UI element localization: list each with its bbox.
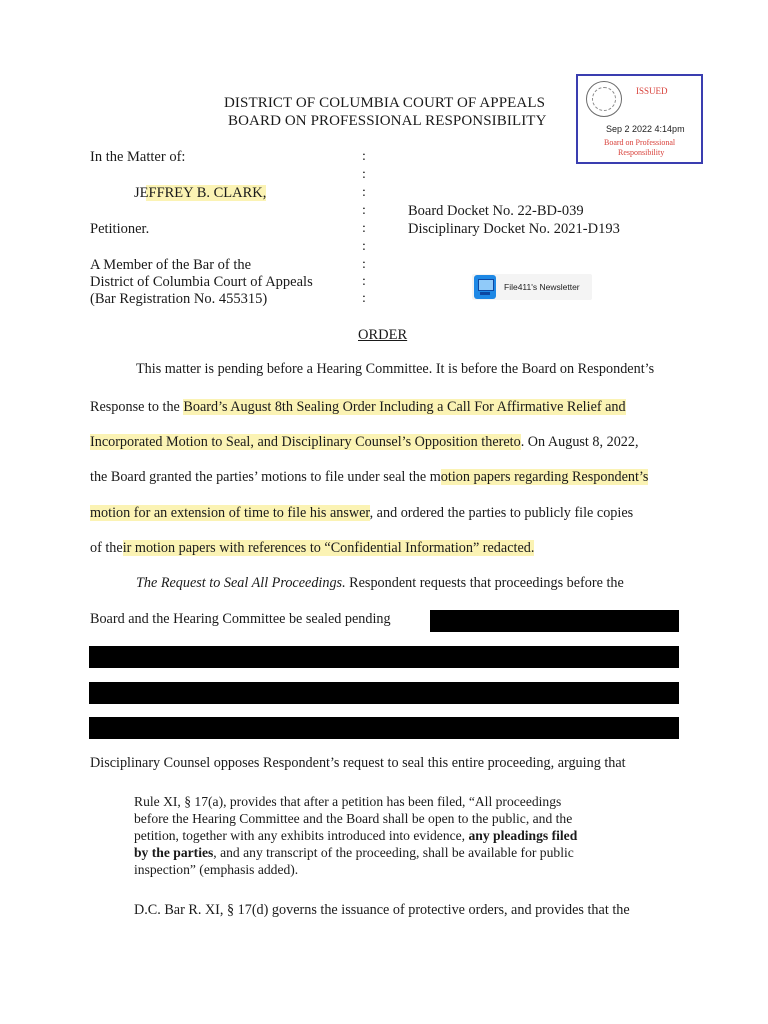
caption-colon: :: [362, 257, 366, 272]
respondent-name: [134, 185, 266, 202]
monitor-icon: [474, 275, 496, 299]
newsletter-link[interactable]: [472, 274, 592, 300]
body-line: [134, 902, 724, 919]
quote-line: [134, 811, 572, 827]
disciplinary-docket: Disciplinary Docket No. 2021-D193: [408, 221, 620, 237]
body-text: . On August 8, 2022,: [520, 434, 639, 450]
quote-line: [134, 862, 298, 878]
body-text: of the: [90, 540, 123, 556]
body-line: [90, 434, 680, 451]
redaction-bar: [89, 646, 679, 668]
body-text: , and ordered the parties to publicly file copies: [369, 505, 634, 521]
body-line: [136, 361, 726, 378]
body-text: Board and the Hearing Committee be sealed pending: [90, 611, 391, 627]
body-text: the Board granted the parties’ motions to file under seal the m: [90, 469, 441, 485]
body-line: [136, 575, 726, 592]
stamp-issuer-line1: Board on Professional: [604, 138, 676, 147]
body-line: [90, 469, 680, 486]
emphasized-text: by the parties: [134, 845, 214, 860]
member-line-1: A Member of the Bar of the: [90, 257, 252, 273]
highlighted-text: Incorporated Motion to Seal, and Disciplinary Counsel’s Opposition thereto: [90, 434, 521, 450]
quote-line: [134, 845, 574, 861]
body-text: Respondent requests that proceedings before the: [345, 575, 624, 591]
body-text: This matter is pending before a Hearing Committee. It is before the Board on Respondent’s: [136, 361, 655, 377]
member-line-2: District of Columbia Court of Appeals: [90, 274, 313, 290]
caption-colon: :: [362, 274, 366, 289]
quote-text: , and any transcript of the proceeding, shall be available for public: [213, 845, 574, 860]
court-seal-icon: [586, 81, 622, 117]
caption-colon: :: [362, 239, 366, 254]
respondent-name-text: JEFFREY B. CLARK,: [134, 185, 267, 201]
stamp-status: ISSUED: [636, 86, 668, 96]
quote-text: inspection” (emphasis added).: [134, 862, 299, 877]
party-role: Petitioner.: [90, 221, 150, 237]
redaction-bar: [89, 717, 679, 739]
body-line: [90, 540, 680, 557]
highlighted-text: motion for an extension of time to file his answer: [90, 505, 370, 521]
body-text: Disciplinary Counsel opposes Respondent’s request to seal this entire proceeding, arguing that: [90, 755, 626, 771]
body-line: [90, 505, 680, 522]
caption-colon: :: [362, 167, 366, 182]
newsletter-label: File411's Newsletter: [504, 282, 580, 292]
body-line: [90, 755, 680, 772]
caption-colon: :: [362, 149, 366, 164]
matter-label: In the Matter of:: [90, 149, 186, 165]
caption-colon: :: [362, 221, 366, 236]
board-docket: Board Docket No. 22-BD-039: [408, 203, 584, 219]
stamp-datetime: Sep 2 2022 4:14pm: [606, 124, 685, 134]
redaction-bar: [89, 682, 679, 704]
quote-line: [134, 794, 561, 810]
court-name: DISTRICT OF COLUMBIA COURT OF APPEALS: [224, 95, 546, 111]
quote-line: [134, 828, 577, 844]
highlighted-text: Board’s August 8th Sealing Order Including a Call For Affirmative Relief and: [183, 399, 626, 415]
caption-colon: :: [362, 203, 366, 218]
board-name: BOARD ON PROFESSIONAL RESPONSIBILITY: [228, 113, 547, 129]
caption-colon: :: [362, 185, 366, 200]
body-line: [90, 399, 680, 416]
highlighted-text: otion papers regarding Respondent’s: [440, 469, 649, 485]
member-line-3: (Bar Registration No. 455315): [90, 291, 268, 307]
body-text: D.C. Bar R. XI, § 17(d) governs the issuance of protective orders, and provides that the: [134, 902, 630, 918]
quote-text: before the Hearing Committee and the Board shall be open to the public, and the: [134, 811, 573, 826]
order-title: ORDER: [358, 327, 408, 343]
highlighted-text: ir motion papers with references to “Confidential Information” redacted.: [122, 540, 535, 556]
redaction-bar: [430, 610, 679, 632]
stamp-issuer-line2: Responsibility: [618, 148, 665, 157]
section-heading: The Request to Seal All Proceedings.: [136, 575, 346, 591]
quote-text: Rule XI, § 17(a), provides that after a petition has been filed, “All proceedings: [134, 794, 562, 809]
emphasized-text: any pleadings filed: [468, 828, 578, 843]
caption-colon: :: [362, 291, 366, 306]
issued-stamp: [576, 74, 703, 164]
body-text: Response to the: [90, 399, 184, 415]
quote-text: petition, together with any exhibits introduced into evidence,: [134, 828, 469, 843]
